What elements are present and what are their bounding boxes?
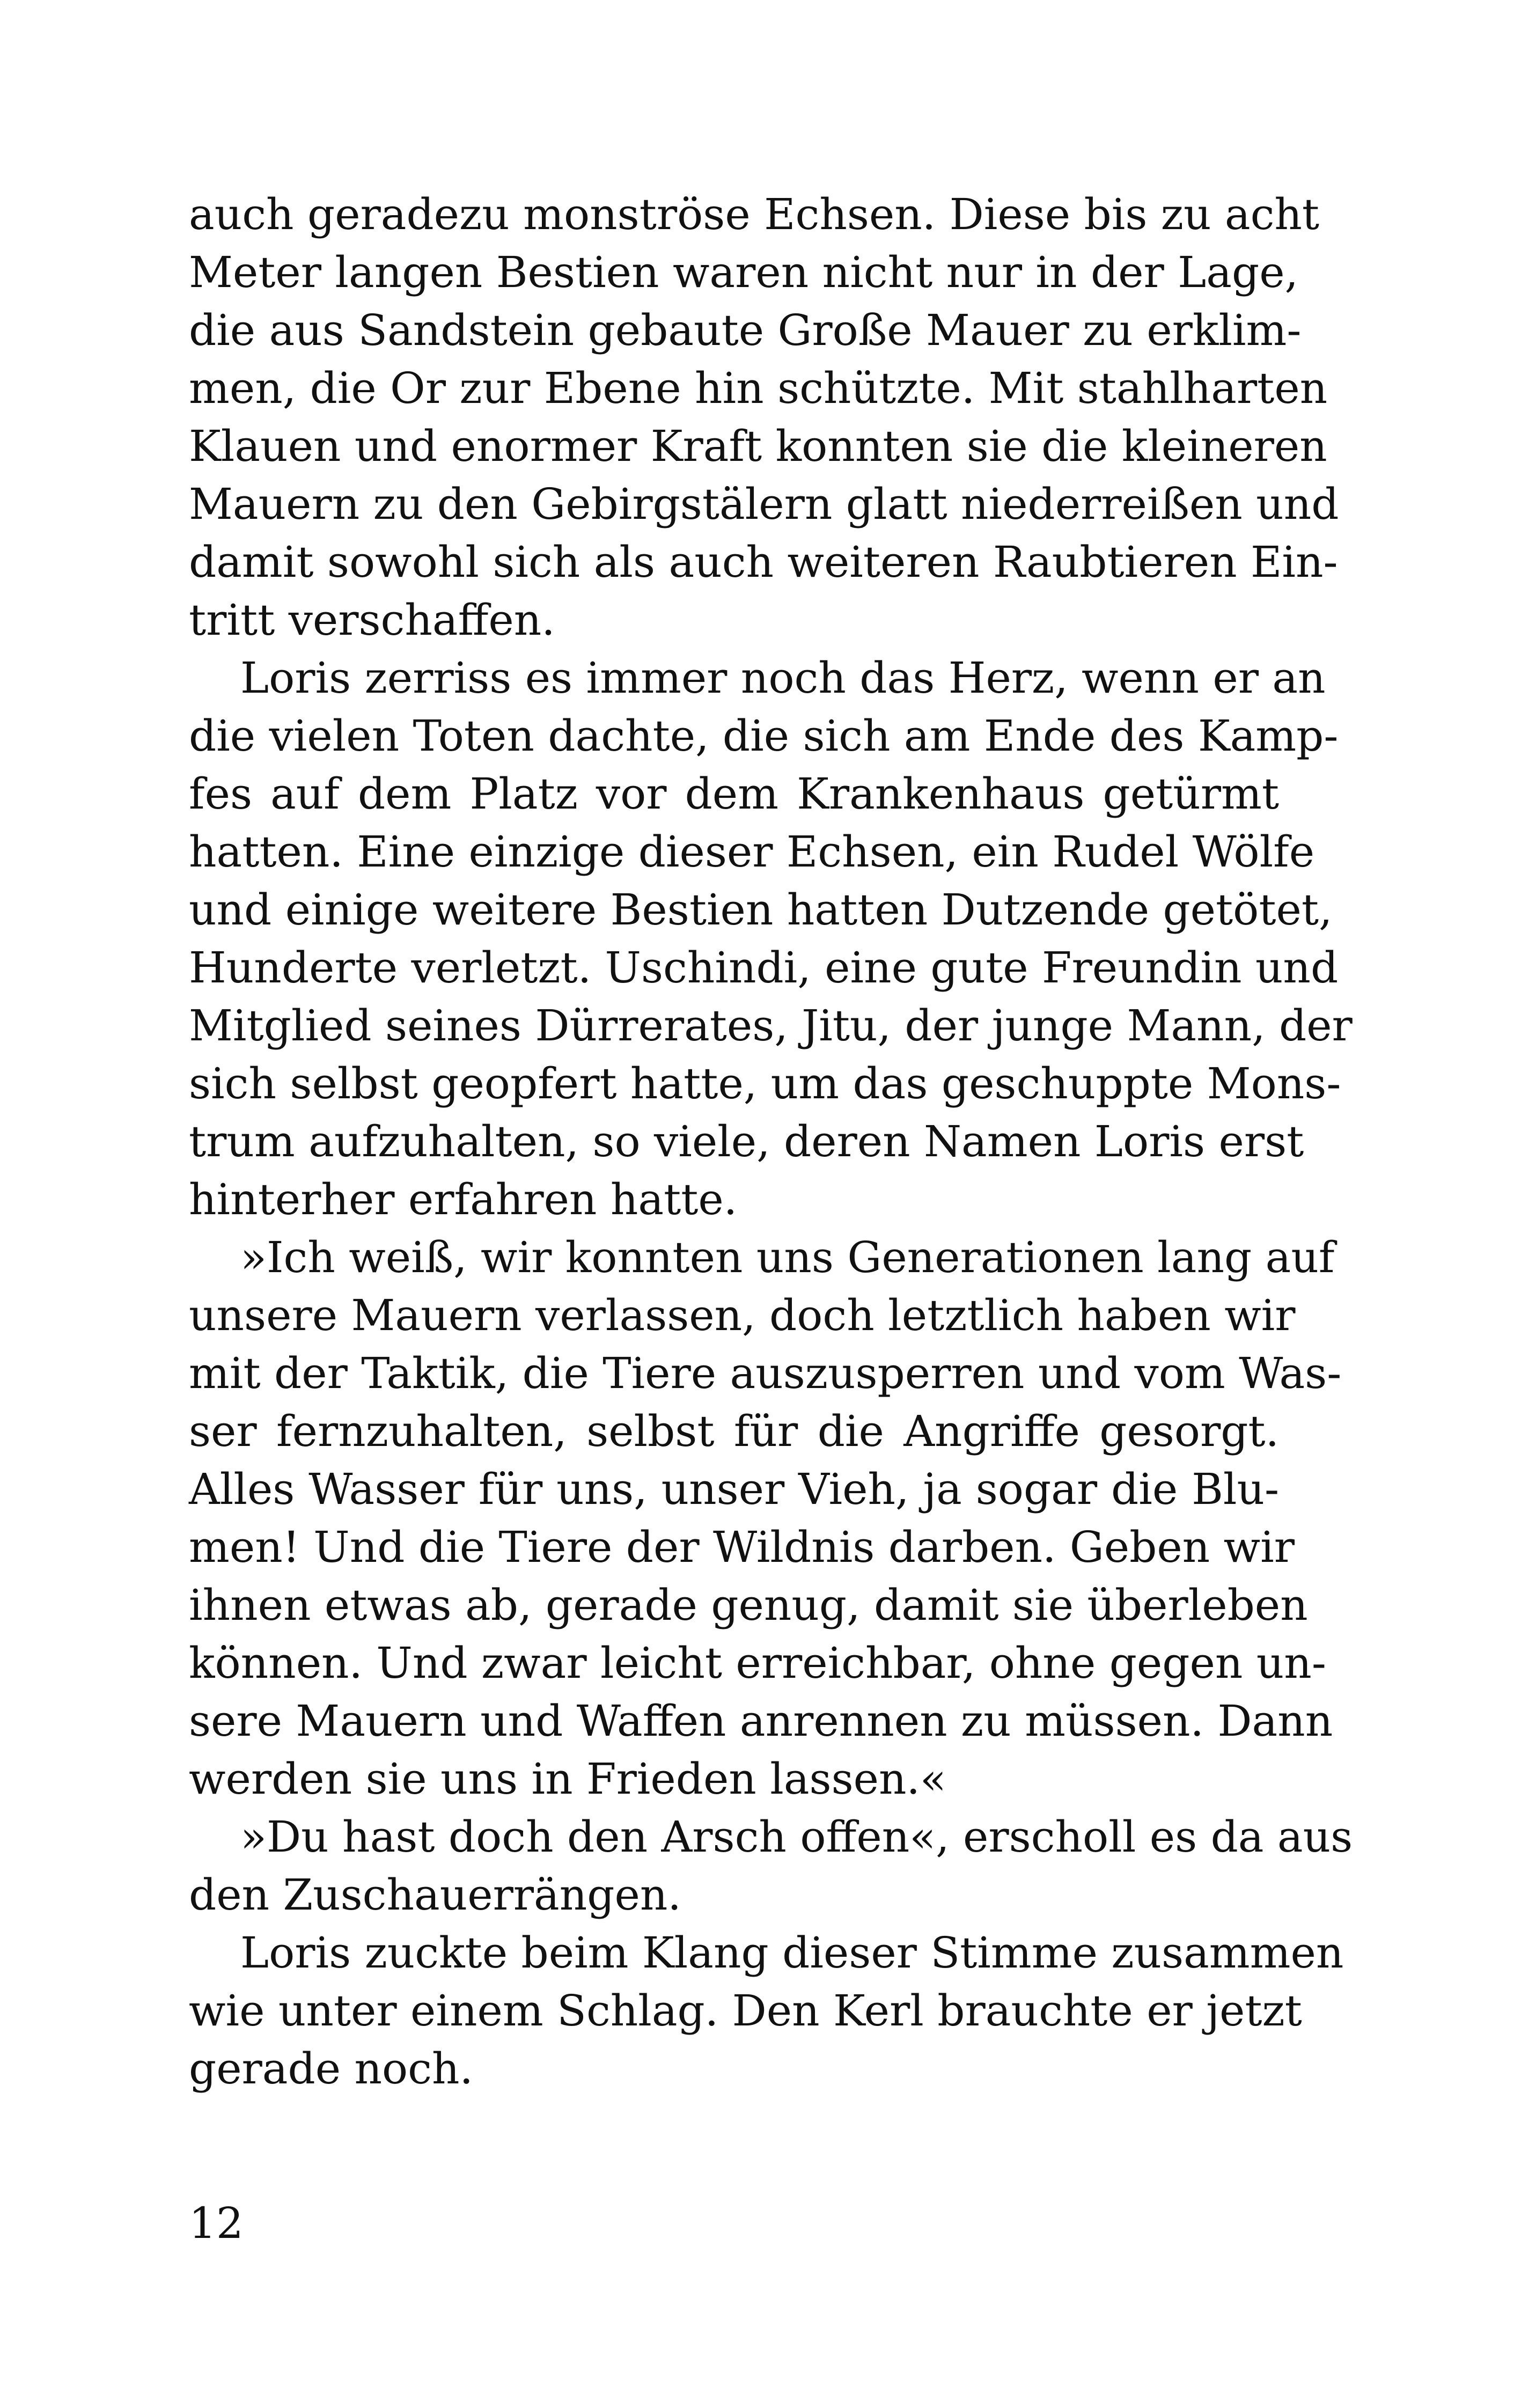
text-line: »Ich weiß, wir konnten uns Generationen lang auf: [240, 1232, 1335, 1282]
text-line: hinterher erfahren hatte.: [189, 1174, 738, 1224]
text-line: Meter langen Bestien waren nicht nur in der Lage,: [189, 247, 1298, 297]
text-line: mit der Taktik, die Tiere auszusperren und vom Was-: [189, 1348, 1342, 1398]
text-line: »Du hast doch den Arsch offen«, erscholl es da aus: [240, 1812, 1353, 1862]
text-line: tritt verschaffen.: [189, 595, 555, 645]
text-line: men! Und die Tiere der Wildnis darben. Geben wir: [189, 1522, 1295, 1572]
text-line: hatten. Eine einzige dieser Echsen, ein Rudel Wölfe: [189, 827, 1315, 877]
text-line: sich selbst geopfert hatte, um das geschuppte Mons-: [189, 1059, 1341, 1108]
text-line: fes auf dem Platz vor dem Krankenhaus getürmt: [189, 769, 1279, 819]
text-line: werden sie uns in Frieden lassen.«: [189, 1754, 946, 1804]
text-line: die vielen Toten dachte, die sich am Ende des Kamp-: [189, 711, 1339, 761]
text-line: damit sowohl sich als auch weiteren Raubtieren Ein-: [189, 537, 1338, 587]
text-line: wie unter einem Schlag. Den Kerl brauchte er jetzt: [189, 1986, 1302, 2036]
text-line: ihnen etwas ab, gerade genug, damit sie überleben: [189, 1580, 1308, 1630]
page-number: 12: [189, 2198, 244, 2248]
text-line: Mitglied seines Dürrerates, Jitu, der junge Mann, der: [189, 1001, 1353, 1051]
text-line: ser fernzuhalten, selbst für die Angriffe gesorgt.: [189, 1406, 1279, 1456]
text-line: Mauern zu den Gebirgstälern glatt niederreißen und: [189, 479, 1339, 529]
text-line: Loris zerriss es immer noch das Herz, wenn er an: [240, 653, 1326, 703]
text-line: trum aufzuhalten, so viele, deren Namen Loris erst: [189, 1117, 1304, 1166]
text-line: die aus Sandstein gebaute Große Mauer zu erklim-: [189, 305, 1302, 355]
text-line: Hunderte verletzt. Uschindi, eine gute Freundin und: [189, 943, 1339, 993]
text-line: Klauen und enormer Kraft konnten sie die kleineren: [189, 421, 1327, 471]
text-line: gerade noch.: [189, 2044, 473, 2094]
body-text: [189, 186, 1353, 2098]
text-line: Loris zuckte beim Klang dieser Stimme zusammen: [240, 1928, 1344, 1978]
text-line: auch geradezu monströse Echsen. Diese bis zu acht: [189, 189, 1320, 239]
text-line: können. Und zwar leicht erreichbar, ohne gegen un-: [189, 1638, 1326, 1688]
text-line: den Zuschauerrängen.: [189, 1870, 681, 1920]
text-line: und einige weitere Bestien hatten Dutzende getötet,: [189, 885, 1333, 935]
text-line: unsere Mauern verlassen, doch letztlich haben wir: [189, 1290, 1296, 1340]
text-line: sere Mauern und Waffen anrennen zu müssen. Dann: [189, 1696, 1333, 1746]
text-line: Alles Wasser für uns, unser Vieh, ja sogar die Blu-: [189, 1464, 1279, 1514]
text-line: men, die Or zur Ebene hin schützte. Mit stahlharten: [189, 363, 1328, 413]
